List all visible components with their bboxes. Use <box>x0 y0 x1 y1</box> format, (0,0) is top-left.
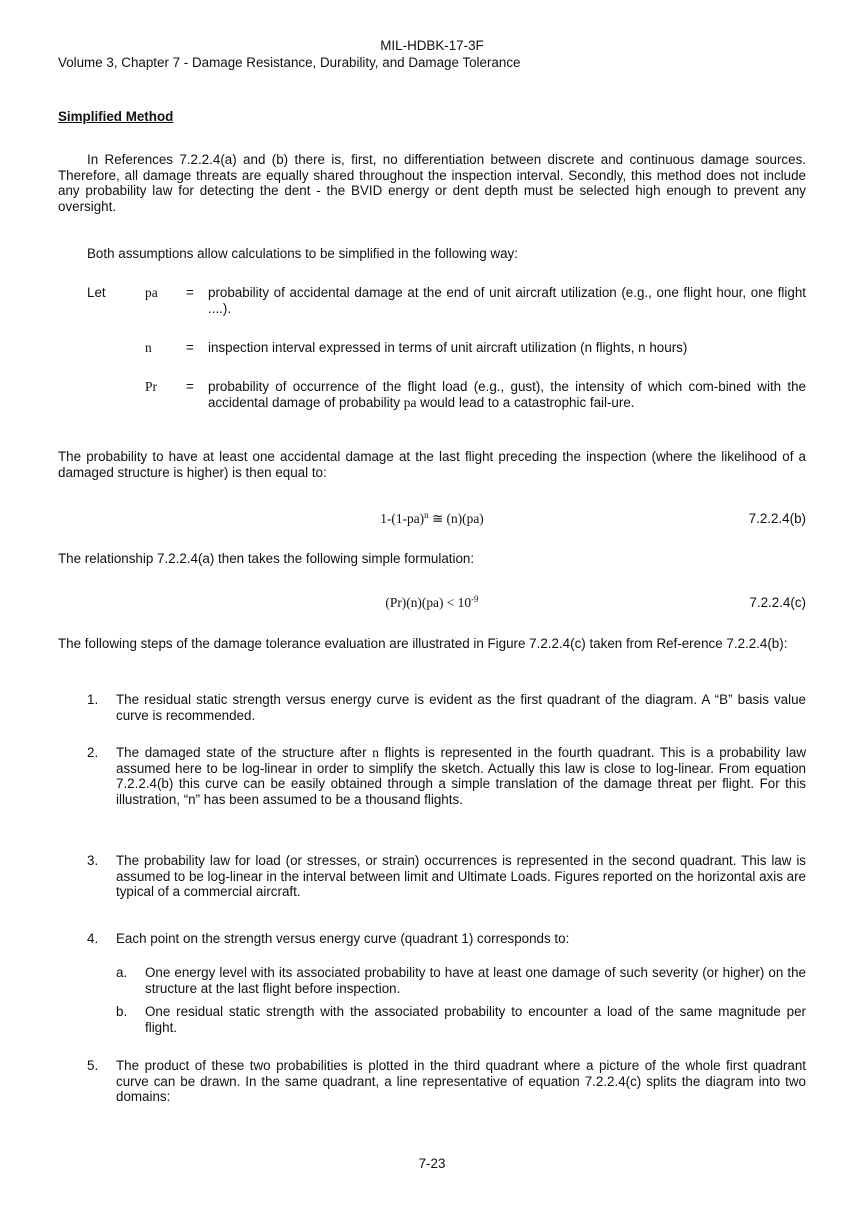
page-number: 7-23 <box>418 1156 446 1171</box>
list-item-number: 1. <box>87 692 99 707</box>
definition-text-pa: probability of accidental damage at the end of unit aircraft utilization (e.g., one flight hour, one flight ....). <box>208 285 806 316</box>
equation-c-left: (Pr)(n)(pa) < 10 <box>385 595 472 610</box>
equation-b-exponent: n <box>424 510 429 520</box>
paragraph-steps-intro: The following steps of the damage tolerance evaluation are illustrated in Figure 7.2.2.4(c) taken from Ref-erence 7.2.2.4(b): <box>58 636 788 651</box>
equation-7-2-2-4-c <box>0 595 864 611</box>
definition-equals: = <box>186 379 194 394</box>
definition-let-label: Let <box>87 285 106 300</box>
equation-number-c: 7.2.2.4(c) <box>749 595 806 610</box>
sublist-item-text: One residual static strength with the associated probability to encounter a load of the same magnitude per flight. <box>145 1004 806 1035</box>
paragraph-assumptions: Both assumptions allow calculations to be simplified in the following way: <box>87 246 518 261</box>
volume-chapter-line: Volume 3, Chapter 7 - Damage Resistance, Durability, and Damage Tolerance <box>58 55 521 70</box>
definition-symbol-n: n <box>145 340 152 355</box>
list-item-inline-symbol-n: n <box>372 745 379 760</box>
list-item-number: 5. <box>87 1058 99 1073</box>
list-item-number: 2. <box>87 745 99 760</box>
equation-b-left: 1-(1-pa) <box>380 511 425 526</box>
equation-number-b: 7.2.2.4(b) <box>748 511 806 526</box>
definition-text-pr <box>208 379 806 410</box>
list-item-text: The product of these two probabilities is plotted in the third quadrant where a picture of the whole first quadrant curve can be drawn. In the same quadrant, a line representative of equation 7.2.2.4(c) splits the diagram into two domains: <box>116 1058 806 1105</box>
paragraph-references: In References 7.2.2.4(a) and (b) there is, first, no differentiation between discrete and continuous damage sources. Therefore, all damage threats are equally shared throughout the inspection interval. Secondly, this method does not include any probability law for detecting the dent - the BVID energy or dent depth must be selected high enough to prevent any oversight. <box>58 152 806 214</box>
sublist-item-letter: b. <box>116 1004 128 1019</box>
list-item-number: 4. <box>87 931 99 946</box>
definition-text-pr-a: probability of occurrence of the flight load (e.g., gust), the intensity of which com-bined with the accidental damage of probability <box>208 379 806 410</box>
equation-7-2-2-4-b <box>0 511 864 527</box>
list-item-text <box>116 745 806 807</box>
definition-text-pr-b: would lead to a catastrophic fail-ure. <box>416 394 635 410</box>
document-id: MIL-HDBK-17-3F <box>380 38 484 53</box>
equation-b-right: ≅ (n)(pa) <box>428 511 484 526</box>
equation-c-exponent: -9 <box>471 594 479 604</box>
list-item-text: The probability law for load (or stresses, or strain) occurrences is represented in the second quadrant. This law is assumed to be log-linear in the interval between limit and Ultimate Loads. Figures reported on the horizontal axis are typical of a commercial aircraft. <box>116 853 806 900</box>
definition-symbol-pr: Pr <box>145 379 157 394</box>
section-title: Simplified Method <box>58 109 174 124</box>
list-item-text-a: The damaged state of the structure after <box>116 745 373 760</box>
list-item-text: The residual static strength versus energy curve is evident as the first quadrant of the diagram. A “B” basis value curve is recommended. <box>116 692 806 723</box>
definition-equals: = <box>186 340 194 355</box>
paragraph-probability: The probability to have at least one accidental damage at the last flight preceding the inspection (where the likelihood of a damaged structure is higher) is then equal to: <box>58 449 806 480</box>
sublist-item-text: One energy level with its associated probability to have at least one damage of such severity (or higher) on the structure at the last flight before inspection. <box>145 965 806 996</box>
list-item-number: 3. <box>87 853 99 868</box>
sublist-item-letter: a. <box>116 965 128 980</box>
list-item-text: Each point on the strength versus energy curve (quadrant 1) corresponds to: <box>116 931 570 946</box>
definition-inline-symbol-pa: pa <box>403 394 417 410</box>
definition-text-n: inspection interval expressed in terms of unit aircraft utilization (n flights, n hours) <box>208 340 688 355</box>
definition-equals: = <box>186 285 194 300</box>
list-item-text-b: flights is represented in the fourth quadrant. This is a probability law assumed here to be log-linear in order to simplify the sketch. Actually this law is close to log-linear. From equation 7.2.2.4(b) this curve can be easily obtained through a simple translation of the damage threat per flight. For this illustration, “n” has been assumed to be a thousand flights. <box>116 745 806 807</box>
definition-symbol-pa: pa <box>145 285 158 300</box>
paragraph-relationship: The relationship 7.2.2.4(a) then takes the following simple formulation: <box>58 551 475 566</box>
